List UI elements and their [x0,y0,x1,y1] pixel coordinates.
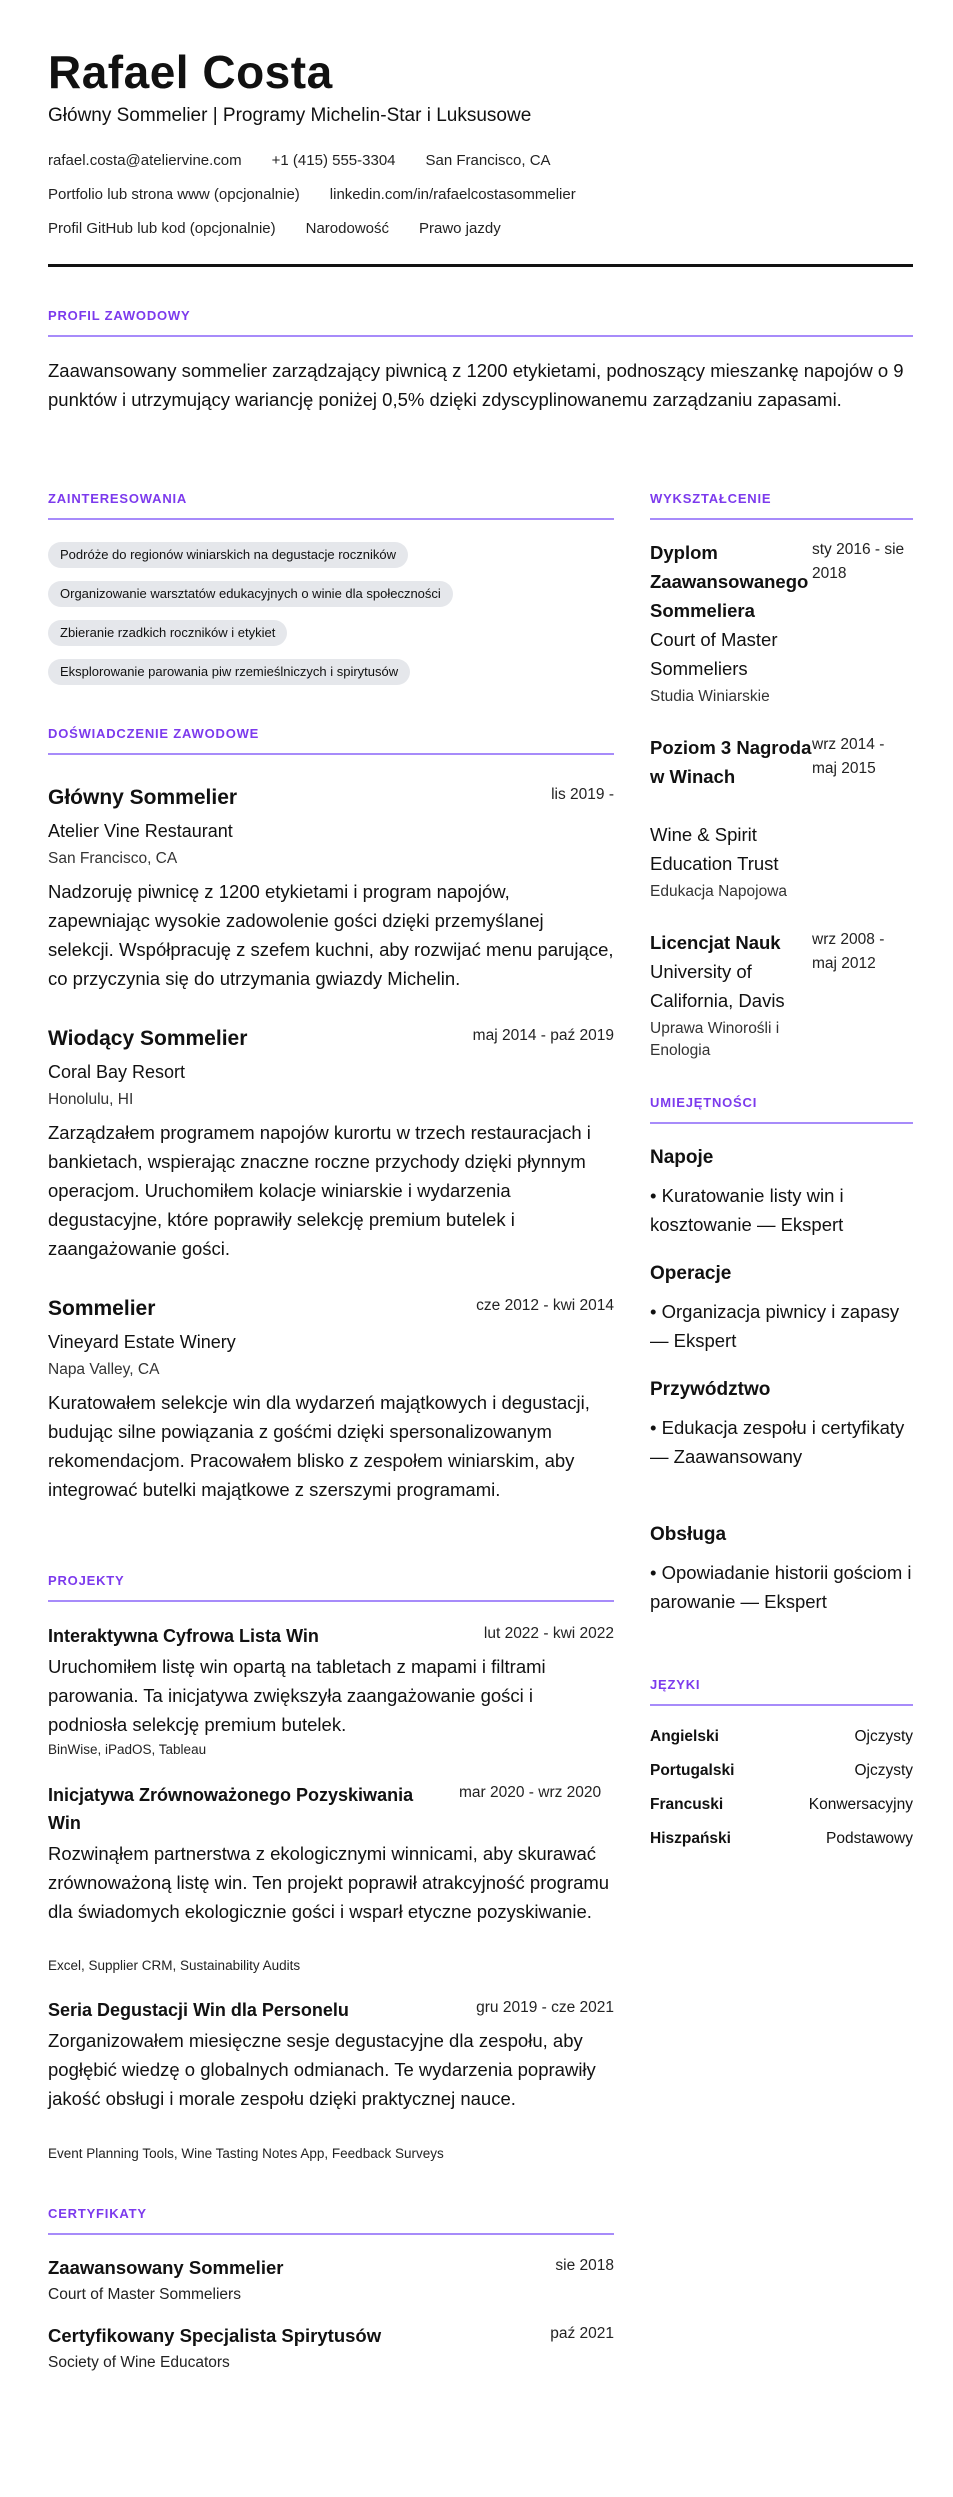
project-date: mar 2020 - wrz 2020 [459,1784,602,1801]
job-description: Nadzoruję piwnicę z 1200 etykietami i program napojów, zapewniając wysokie zadowolenie gości dzięki przemyślanej selekcji. Współpracuję z szefem kuchni, aby rozwijać menu parujące, co przyczynia się do utrzymania gwiazdy Michelin. [48,881,614,989]
project-date: gru 2019 - cze 2021 [476,1999,614,2016]
interests-heading: ZAINTERESOWANIA [48,491,188,506]
experience-heading: DOŚWIADCZENIE ZAWODOWE [48,726,260,741]
job-location: San Francisco, CA [48,850,178,867]
skill-item: • Kuratowanie listy win i kosztowanie — Ekspert [650,1185,844,1235]
contact-row-3 [48,219,501,239]
edu-school: Wine & Spirit Education Trust [650,824,779,874]
edu-school: Court of Master Sommeliers [650,629,778,679]
job-title: Wiodący Sommelier [48,1027,248,1050]
edu-degree: Dyplom Zaawansowanego Sommeliera [650,542,809,621]
edu-school: University of California, Davis [650,961,785,1011]
cert-org: Society of Wine Educators [48,2354,230,2371]
nationality: Narodowość [305,220,389,237]
job-date: maj 2014 - paź 2019 [472,1027,614,1044]
language-name: Portugalski [650,1762,735,1779]
cert-title: Zaawansowany Sommelier [48,2257,284,2278]
headline: Główny Sommelier | Programy Michelin-Star i Luksusowe [48,105,532,126]
edu-degree: Poziom 3 Nagroda w Winach [650,737,812,787]
skill-category: Obsługa [650,1524,727,1545]
header-divider [48,264,913,267]
edu-field: Studia Winiarskie [650,688,770,705]
project-description: Uruchomiłem listę win opartą na tabletach z mapami i filtrami parowania. Ta inicjatywa zwiększyła zaangażowanie gości i podniosła selekcję premium butelek. [48,1656,546,1735]
github-link[interactable]: Profil GitHub lub kod (opcjonalnie) [48,220,276,237]
job-date: cze 2012 - kwi 2014 [476,1297,614,1314]
certificates-divider [48,2233,614,2235]
linkedin-link[interactable]: linkedin.com/in/rafaelcostasommelier [329,186,576,203]
job-date: lis 2019 - [551,786,614,803]
job-title: Główny Sommelier [48,786,238,809]
edu-date: wrz 2014 - maj 2015 [812,736,885,777]
language-name: Angielski [650,1728,719,1745]
cert-date: sie 2018 [555,2257,614,2274]
education-heading: WYKSZTAŁCENIE [650,491,772,506]
certificates-heading: CERTYFIKATY [48,2206,147,2221]
language-row [650,1795,913,1815]
cert-date: paź 2021 [550,2325,614,2342]
projects-heading: PROJEKTY [48,1573,125,1588]
skills-divider [650,1122,913,1124]
language-name: Francuski [650,1796,724,1813]
skill-category: Przywództwo [650,1379,771,1400]
language-level: Ojczysty [854,1762,913,1779]
project-date: lut 2022 - kwi 2022 [483,1625,614,1642]
driving-license: Prawo jazdy [419,220,501,237]
email-link[interactable]: rafael.costa@ateliervine.com [48,152,242,169]
skill-category: Napoje [650,1147,714,1168]
job-company: Vineyard Estate Winery [48,1332,236,1352]
edu-date: sty 2016 - sie 2018 [812,541,905,582]
interest-tag: Eksplorowanie parowania piw rzemieślniczych i spirytusów [48,659,410,685]
project-title: Seria Degustacji Win dla Personelu [48,2000,349,2020]
job-company: Coral Bay Resort [48,1062,186,1082]
job-company: Atelier Vine Restaurant [48,821,233,841]
job-location: Honolulu, HI [48,1091,134,1108]
projects-divider [48,1600,614,1602]
interest-tag: Organizowanie warsztatów edukacyjnych o winie dla społeczności [48,581,453,607]
skills-heading: UMIEJĘTNOŚCI [650,1095,758,1110]
portfolio-link[interactable]: Portfolio lub strona www (opcjonalnie) [48,186,300,203]
project-description: Zorganizowałem miesięczne sesje degustacyjne dla zespołu, aby pogłębić wiedzę o globalnych odmianach. Te wydarzenia poprawiły jakość obsługi i morale zespołu dzięki praktycznej nauce. [48,2030,596,2109]
project-description: Rozwinąłem partnerstwa z ekologicznymi winnicami, aby skurawać zrównoważoną listę win. Ten projekt poprawił atrakcyjność programu dla świadomych ekologicznie gości i wsparł etyczne pozyskiwanie. [48,1843,610,1922]
profile-heading: PROFIL ZAWODOWY [48,308,191,323]
language-row [650,1829,913,1849]
language-level: Konwersacyjny [808,1796,913,1813]
experience-divider [48,753,614,755]
skill-item: • Edukacja zespołu i certyfikaty — Zaawansowany [650,1417,905,1467]
project-tech: BinWise, iPadOS, Tableau [48,1742,207,1757]
languages-divider [650,1704,913,1706]
languages-heading: JĘZYKI [650,1677,701,1692]
phone: +1 (415) 555-3304 [271,152,396,169]
interest-tag: Zbieranie rzadkich roczników i etykiet [48,620,287,646]
profile-divider [48,335,913,337]
language-level: Ojczysty [854,1728,913,1745]
job-title: Sommelier [48,1297,156,1320]
cert-title: Certyfikowany Specjalista Spirytusów [48,2325,382,2346]
skill-item: • Opowiadanie historii gościom i parowanie — Ekspert [650,1562,912,1612]
language-level: Podstawowy [825,1830,913,1847]
job-location: Napa Valley, CA [48,1361,160,1378]
language-name: Hiszpański [650,1830,731,1847]
contact-row-2 [48,185,576,205]
profile-summary: Zaawansowany sommelier zarządzający piwnicą z 1200 etykietami, podnoszący mieszankę napojów o 9 punktów i utrzymujący wariancję poniżej 0,5% dzięki zdyscyplinowanemu zarządzaniu zapasami. [48,360,904,410]
job-description: Zarządzałem programem napojów kurortu w trzech restauracjach i bankietach, wspierając znaczne roczne przychody dzięki płynnym operacjom. Uruchomiłem kolacje winiarskie i wydarzenia degustacyjne, które poprawiły selekcję premium butelek i zaangażowanie gości. [48,1122,591,1259]
cert-org: Court of Master Sommeliers [48,2286,241,2303]
location: San Francisco, CA [425,152,551,169]
skill-item: • Organizacja piwnicy i zapasy — Ekspert [650,1301,900,1351]
contact-row-1 [48,151,551,171]
edu-date: wrz 2008 - maj 2012 [812,931,885,972]
candidate-name: Rafael Costa [48,46,333,98]
interests-divider [48,518,614,520]
interest-tag: Podróże do regionów winiarskich na degustacje roczników [48,542,408,568]
education-divider [650,518,913,520]
project-tech: Excel, Supplier CRM, Sustainability Audits [48,1958,301,1973]
project-title: Inicjatywa Zrównoważonego Pozyskiwania Win [48,1785,414,1833]
language-row [650,1761,913,1781]
project-tech: Event Planning Tools, Wine Tasting Notes App, Feedback Surveys [48,2146,444,2161]
language-row [650,1727,913,1747]
project-title: Interaktywna Cyfrowa Lista Win [48,1626,319,1646]
skill-category: Operacje [650,1263,732,1284]
edu-field: Edukacja Napojowa [650,883,788,900]
job-description: Kuratowałem selekcje win dla wydarzeń majątkowych i degustacji, budując silne powiązania z gośćmi dzięki spersonalizowanym rekomendacjom. Pracowałem blisko z zespołem winiarskim, aby integrować butelki majątkowe z szerszymi programami. [48,1392,590,1500]
edu-field: Uprawa Winorośli i Enologia [650,1020,780,1059]
edu-degree: Licencjat Nauk [650,932,781,953]
